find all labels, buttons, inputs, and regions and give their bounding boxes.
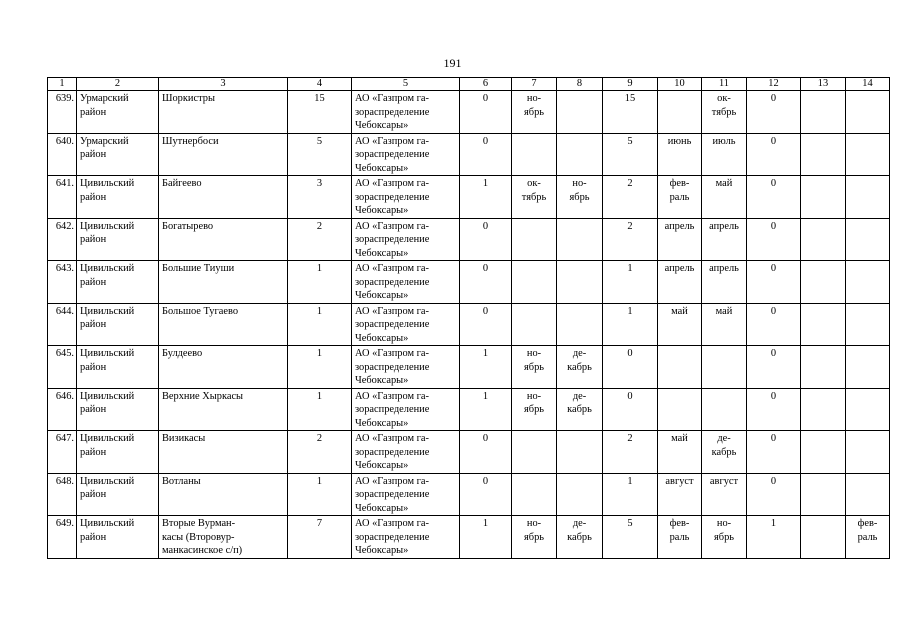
- value-cell: [801, 303, 846, 346]
- month-cell: де- кабрь: [557, 388, 603, 431]
- settlement-cell: Шоркистры: [159, 91, 288, 134]
- district-cell: Цивильский район: [77, 431, 159, 474]
- month-cell: [512, 133, 557, 176]
- table-row: [48, 346, 890, 389]
- value-cell: 0: [460, 133, 512, 176]
- district-cell: Урмарский район: [77, 133, 159, 176]
- value-cell: 0: [747, 91, 801, 134]
- month-cell: [557, 431, 603, 474]
- column-header: 4: [288, 78, 352, 91]
- organization-cell: АО «Газпром га- зораспределение Чебоксары»: [352, 431, 460, 474]
- row-number: 641.: [48, 176, 77, 219]
- value-cell: 1: [288, 303, 352, 346]
- organization-cell: АО «Газпром га- зораспределение Чебоксары»: [352, 133, 460, 176]
- month-cell: [702, 388, 747, 431]
- row-number: 648.: [48, 473, 77, 516]
- month-cell: [557, 473, 603, 516]
- value-cell: 1: [603, 473, 658, 516]
- value-cell: 0: [747, 431, 801, 474]
- value-cell: 1: [460, 346, 512, 389]
- month-cell: июль: [702, 133, 747, 176]
- month-cell: фев- раль: [658, 516, 702, 559]
- value-cell: 3: [288, 176, 352, 219]
- settlement-cell: Шутнербоси: [159, 133, 288, 176]
- month-cell: август: [702, 473, 747, 516]
- month-cell: [702, 346, 747, 389]
- month-cell: [557, 261, 603, 304]
- settlement-cell: Большие Тиуши: [159, 261, 288, 304]
- row-number: 644.: [48, 303, 77, 346]
- value-cell: 5: [288, 133, 352, 176]
- column-header: 7: [512, 78, 557, 91]
- column-header: 5: [352, 78, 460, 91]
- organization-cell: АО «Газпром га- зораспределение Чебоксары»: [352, 303, 460, 346]
- month-cell: ок- тябрь: [512, 176, 557, 219]
- value-cell: 0: [460, 218, 512, 261]
- column-header: 12: [747, 78, 801, 91]
- value-cell: 1: [460, 176, 512, 219]
- month-cell: [846, 303, 890, 346]
- organization-cell: АО «Газпром га- зораспределение Чебоксары»: [352, 91, 460, 134]
- value-cell: 2: [288, 218, 352, 261]
- value-cell: 1: [288, 346, 352, 389]
- table-row: [48, 516, 890, 559]
- month-cell: [846, 218, 890, 261]
- month-cell: [846, 133, 890, 176]
- row-number: 642.: [48, 218, 77, 261]
- table-row: [48, 388, 890, 431]
- month-cell: [512, 261, 557, 304]
- month-cell: [846, 91, 890, 134]
- organization-cell: АО «Газпром га- зораспределение Чебоксары»: [352, 346, 460, 389]
- value-cell: 0: [747, 303, 801, 346]
- organization-cell: АО «Газпром га- зораспределение Чебоксары»: [352, 516, 460, 559]
- table-row: [48, 133, 890, 176]
- value-cell: 0: [460, 261, 512, 304]
- value-cell: 0: [460, 303, 512, 346]
- value-cell: 0: [747, 473, 801, 516]
- value-cell: [801, 176, 846, 219]
- settlement-cell: Богатырево: [159, 218, 288, 261]
- month-cell: [846, 388, 890, 431]
- month-cell: май: [658, 431, 702, 474]
- month-cell: ок- тябрь: [702, 91, 747, 134]
- month-cell: но- ябрь: [512, 388, 557, 431]
- value-cell: [801, 473, 846, 516]
- column-header: 11: [702, 78, 747, 91]
- month-cell: [512, 218, 557, 261]
- month-cell: август: [658, 473, 702, 516]
- value-cell: 5: [603, 516, 658, 559]
- value-cell: [801, 133, 846, 176]
- month-cell: де- кабрь: [702, 431, 747, 474]
- value-cell: [801, 261, 846, 304]
- settlement-cell: Большое Тугаево: [159, 303, 288, 346]
- month-cell: но- ябрь: [557, 176, 603, 219]
- month-cell: де- кабрь: [557, 516, 603, 559]
- month-cell: [557, 303, 603, 346]
- column-header: 6: [460, 78, 512, 91]
- month-cell: [846, 431, 890, 474]
- month-cell: де- кабрь: [557, 346, 603, 389]
- column-header: 14: [846, 78, 890, 91]
- value-cell: [801, 388, 846, 431]
- table-row: [48, 91, 890, 134]
- month-cell: [557, 91, 603, 134]
- header-row: [48, 78, 890, 91]
- month-cell: [846, 473, 890, 516]
- organization-cell: АО «Газпром га- зораспределение Чебоксары»: [352, 218, 460, 261]
- month-cell: апрель: [658, 261, 702, 304]
- row-number: 647.: [48, 431, 77, 474]
- month-cell: апрель: [702, 218, 747, 261]
- settlement-cell: Вотланы: [159, 473, 288, 516]
- month-cell: июнь: [658, 133, 702, 176]
- column-header: 3: [159, 78, 288, 91]
- organization-cell: АО «Газпром га- зораспределение Чебоксары»: [352, 388, 460, 431]
- value-cell: 0: [603, 388, 658, 431]
- row-number: 640.: [48, 133, 77, 176]
- table-row: [48, 431, 890, 474]
- month-cell: май: [702, 303, 747, 346]
- district-cell: Цивильский район: [77, 346, 159, 389]
- value-cell: 7: [288, 516, 352, 559]
- table-row: [48, 176, 890, 219]
- district-cell: Цивильский район: [77, 516, 159, 559]
- row-number: 645.: [48, 346, 77, 389]
- table-row: [48, 218, 890, 261]
- value-cell: 0: [460, 91, 512, 134]
- value-cell: 2: [603, 176, 658, 219]
- month-cell: [557, 218, 603, 261]
- value-cell: [801, 346, 846, 389]
- page-number: 191: [443, 56, 462, 70]
- value-cell: 15: [603, 91, 658, 134]
- value-cell: 1: [603, 303, 658, 346]
- value-cell: 5: [603, 133, 658, 176]
- value-cell: 0: [747, 133, 801, 176]
- value-cell: 1: [747, 516, 801, 559]
- organization-cell: АО «Газпром га- зораспределение Чебоксары»: [352, 473, 460, 516]
- value-cell: 0: [460, 431, 512, 474]
- value-cell: 0: [747, 218, 801, 261]
- settlement-cell: Байгеево: [159, 176, 288, 219]
- month-cell: [557, 133, 603, 176]
- district-cell: Цивильский район: [77, 303, 159, 346]
- month-cell: но- ябрь: [512, 346, 557, 389]
- value-cell: 0: [747, 176, 801, 219]
- row-number: 639.: [48, 91, 77, 134]
- month-cell: фев- раль: [658, 176, 702, 219]
- month-cell: [846, 346, 890, 389]
- month-cell: май: [658, 303, 702, 346]
- month-cell: [658, 388, 702, 431]
- row-number: 643.: [48, 261, 77, 304]
- district-cell: Цивильский район: [77, 388, 159, 431]
- value-cell: 1: [288, 388, 352, 431]
- settlement-cell: Булдеево: [159, 346, 288, 389]
- month-cell: апрель: [658, 218, 702, 261]
- month-cell: но- ябрь: [512, 91, 557, 134]
- month-cell: май: [702, 176, 747, 219]
- row-number: 649.: [48, 516, 77, 559]
- value-cell: 1: [603, 261, 658, 304]
- value-cell: 1: [288, 261, 352, 304]
- value-cell: 0: [747, 388, 801, 431]
- value-cell: 2: [603, 218, 658, 261]
- month-cell: фев- раль: [846, 516, 890, 559]
- column-header: 1: [48, 78, 77, 91]
- month-cell: [846, 261, 890, 304]
- month-cell: но- ябрь: [702, 516, 747, 559]
- district-cell: Цивильский район: [77, 261, 159, 304]
- month-cell: [512, 303, 557, 346]
- district-cell: Цивильский район: [77, 176, 159, 219]
- settlement-cell: Верхние Хыркасы: [159, 388, 288, 431]
- district-cell: Урмарский район: [77, 91, 159, 134]
- month-cell: [512, 431, 557, 474]
- month-cell: но- ябрь: [512, 516, 557, 559]
- value-cell: 0: [603, 346, 658, 389]
- month-cell: [846, 176, 890, 219]
- table-row: [48, 261, 890, 304]
- column-header: 2: [77, 78, 159, 91]
- settlement-cell: Вторые Вурман- касы (Второвур- манкасинское с/п): [159, 516, 288, 559]
- month-cell: апрель: [702, 261, 747, 304]
- month-cell: [658, 346, 702, 389]
- value-cell: 1: [288, 473, 352, 516]
- gasification-table: [47, 77, 890, 559]
- value-cell: [801, 91, 846, 134]
- value-cell: 0: [460, 473, 512, 516]
- value-cell: [801, 516, 846, 559]
- row-number: 646.: [48, 388, 77, 431]
- value-cell: 0: [747, 261, 801, 304]
- organization-cell: АО «Газпром га- зораспределение Чебоксары»: [352, 176, 460, 219]
- value-cell: 1: [460, 516, 512, 559]
- value-cell: [801, 218, 846, 261]
- organization-cell: АО «Газпром га- зораспределение Чебоксары»: [352, 261, 460, 304]
- value-cell: 2: [603, 431, 658, 474]
- column-header: 13: [801, 78, 846, 91]
- month-cell: [658, 91, 702, 134]
- column-header: 8: [557, 78, 603, 91]
- district-cell: Цивильский район: [77, 473, 159, 516]
- value-cell: 15: [288, 91, 352, 134]
- value-cell: [801, 431, 846, 474]
- settlement-cell: Визикасы: [159, 431, 288, 474]
- table-row: [48, 473, 890, 516]
- district-cell: Цивильский район: [77, 218, 159, 261]
- month-cell: [512, 473, 557, 516]
- value-cell: 2: [288, 431, 352, 474]
- value-cell: 1: [460, 388, 512, 431]
- column-header: 9: [603, 78, 658, 91]
- column-header: 10: [658, 78, 702, 91]
- value-cell: 0: [747, 346, 801, 389]
- table-row: [48, 303, 890, 346]
